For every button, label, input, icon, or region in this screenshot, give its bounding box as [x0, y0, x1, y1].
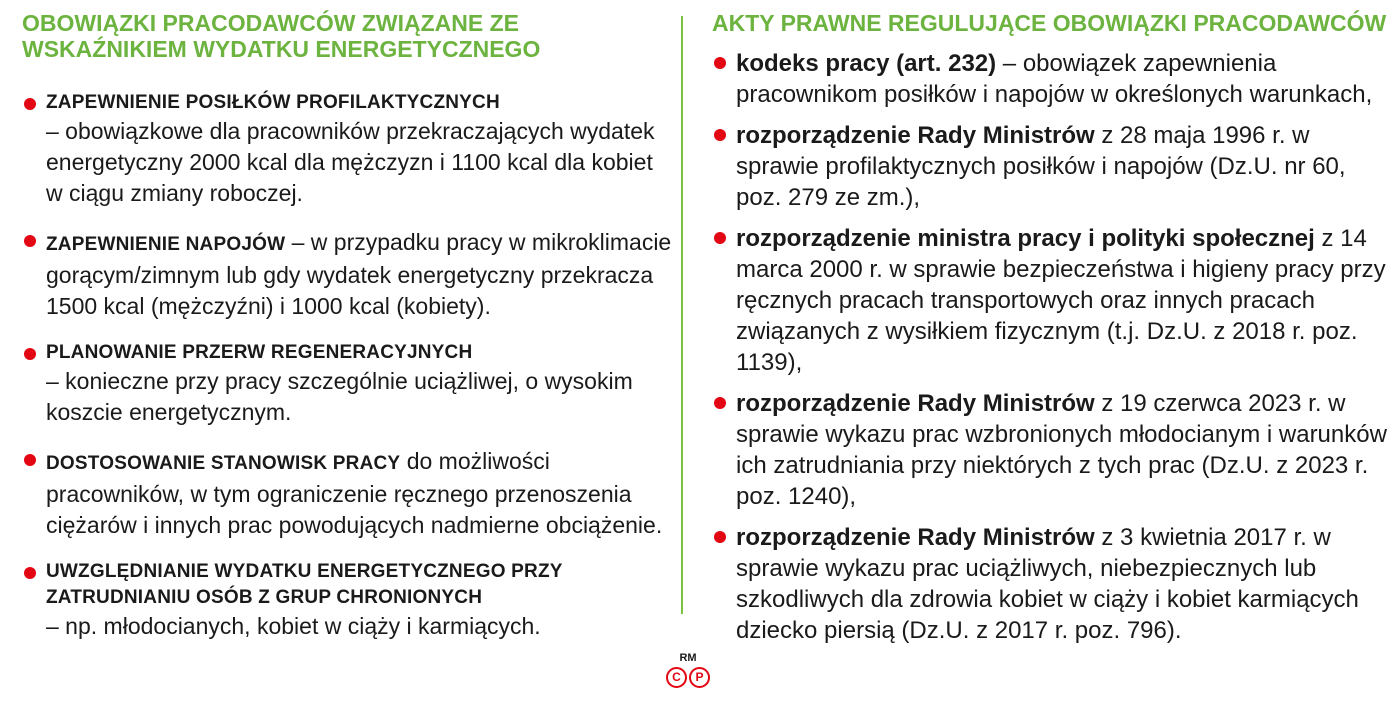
column-divider	[681, 16, 683, 614]
bullet-icon	[24, 454, 36, 466]
item-text: – konieczne przy pracy szczególnie uciążliwej, o wysokim koszcie energetycznym.	[46, 368, 633, 425]
duties-list	[22, 90, 672, 642]
list-item	[22, 340, 672, 428]
item-lead: ZAPEWNIENIE NAPOJÓW	[46, 234, 286, 255]
copyright-c-icon: C	[666, 667, 687, 688]
employer-duties-column	[22, 10, 672, 660]
legal-acts-list	[712, 48, 1392, 646]
item-text: – w przypadku pracy w mikroklimacie gorącym/zimnym lub gdy wydatek energetyczny przekracza 1500 kcal (mężczyźni) i 1000 kcal (kobiety).	[46, 229, 672, 319]
bullet-icon	[24, 348, 36, 360]
right-column-title: AKTY PRAWNE REGULUJĄCE OBOWIĄZKI PRACODAWCÓW	[712, 10, 1387, 36]
item-lead: ZAPEWNIENIE POSIŁKÓW PROFILAKTYCZNYCH	[46, 92, 500, 113]
item-lead: rozporządzenie Rady Ministrów	[736, 390, 1095, 417]
item-lead: rozporządzenie Rady Ministrów	[736, 524, 1095, 551]
bullet-icon	[24, 235, 36, 247]
list-item	[22, 90, 672, 209]
bullet-icon	[714, 232, 726, 244]
item-text: do możliwości pracowników, w tym ograniczenie ręcznego przenoszenia ciężarów i innych prac powodujących nadmierne obciążenie.	[46, 448, 663, 538]
item-lead: UWZGLĘDNIANIE WYDATKU ENERGETYCZNEGO PRZY ZATRUDNIANIU OSÓB Z GRUP CHRONIONYCH	[46, 561, 563, 608]
item-text: z 28 maja 1996 r. w sprawie profilaktycznych posiłków i napojów (Dz.U. nr 60, poz. 279 ze zm.),	[736, 122, 1346, 211]
item-text: z 14 marca 2000 r. w sprawie bezpieczeństwa i higieny pracy przy ręcznych pracach transportowych oraz innych pracach związanych z wysiłkiem fizycznym (t.j. Dz.U. z 2018 r. poz. 1139),	[736, 225, 1386, 376]
item-lead: PLANOWANIE PRZERW REGENERACYJNYCH	[46, 342, 473, 363]
list-item	[22, 446, 672, 541]
item-lead: kodeks pracy (art. 232)	[736, 50, 997, 77]
list-item	[22, 227, 672, 322]
item-lead: DOSTOSOWANIE STANOWISK PRACY	[46, 453, 401, 474]
item-text: – obowiązek zapewnienia pracownikom posiłków i napojów w określonych warunkach,	[736, 50, 1373, 108]
list-item	[712, 223, 1392, 378]
item-text: – obowiązkowe dla pracowników przekraczających wydatek energetyczny 2000 kcal dla mężczyzn i 1100 kcal dla kobiet w ciągu zmiany roboczej.	[46, 118, 655, 206]
bullet-icon	[714, 397, 726, 409]
copyright-p-icon: P	[689, 667, 710, 688]
left-column-title: OBOWIĄZKI PRACODAWCÓW ZWIĄZANE ZE WSKAŹNIKIEM WYDATKU ENERGETYCZNEGO	[22, 10, 541, 62]
list-item	[712, 522, 1392, 646]
item-text: – np. młodocianych, kobiet w ciąży i karmiących.	[46, 613, 541, 639]
copyright-icons	[666, 667, 710, 688]
author-initials: RM	[679, 652, 697, 664]
bullet-icon	[714, 57, 726, 69]
bullet-icon	[24, 567, 36, 579]
list-item	[712, 388, 1392, 512]
list-item	[22, 559, 672, 642]
list-item	[712, 48, 1392, 110]
legal-acts-column	[712, 10, 1392, 656]
bullet-icon	[24, 98, 36, 110]
item-lead: rozporządzenie ministra pracy i polityki społecznej	[736, 225, 1315, 252]
bullet-icon	[714, 129, 726, 141]
author-stamp	[666, 652, 710, 688]
list-item	[712, 120, 1392, 213]
item-lead: rozporządzenie Rady Ministrów	[736, 122, 1095, 149]
item-text: z 19 czerwca 2023 r. w sprawie wykazu prac wzbronionych młodocianym i warunków ich zatrudniania przy niektórych z tych prac (Dz.U. z 2023 r. poz. 1240),	[736, 390, 1387, 510]
item-text: z 3 kwietnia 2017 r. w sprawie wykazu prac uciążliwych, niebezpiecznych lub szkodliwych dla zdrowia kobiet w ciąży i kobiet karmiących dziecko piersią (Dz.U. z 2017 r. poz. 796).	[736, 524, 1359, 644]
bullet-icon	[714, 531, 726, 543]
